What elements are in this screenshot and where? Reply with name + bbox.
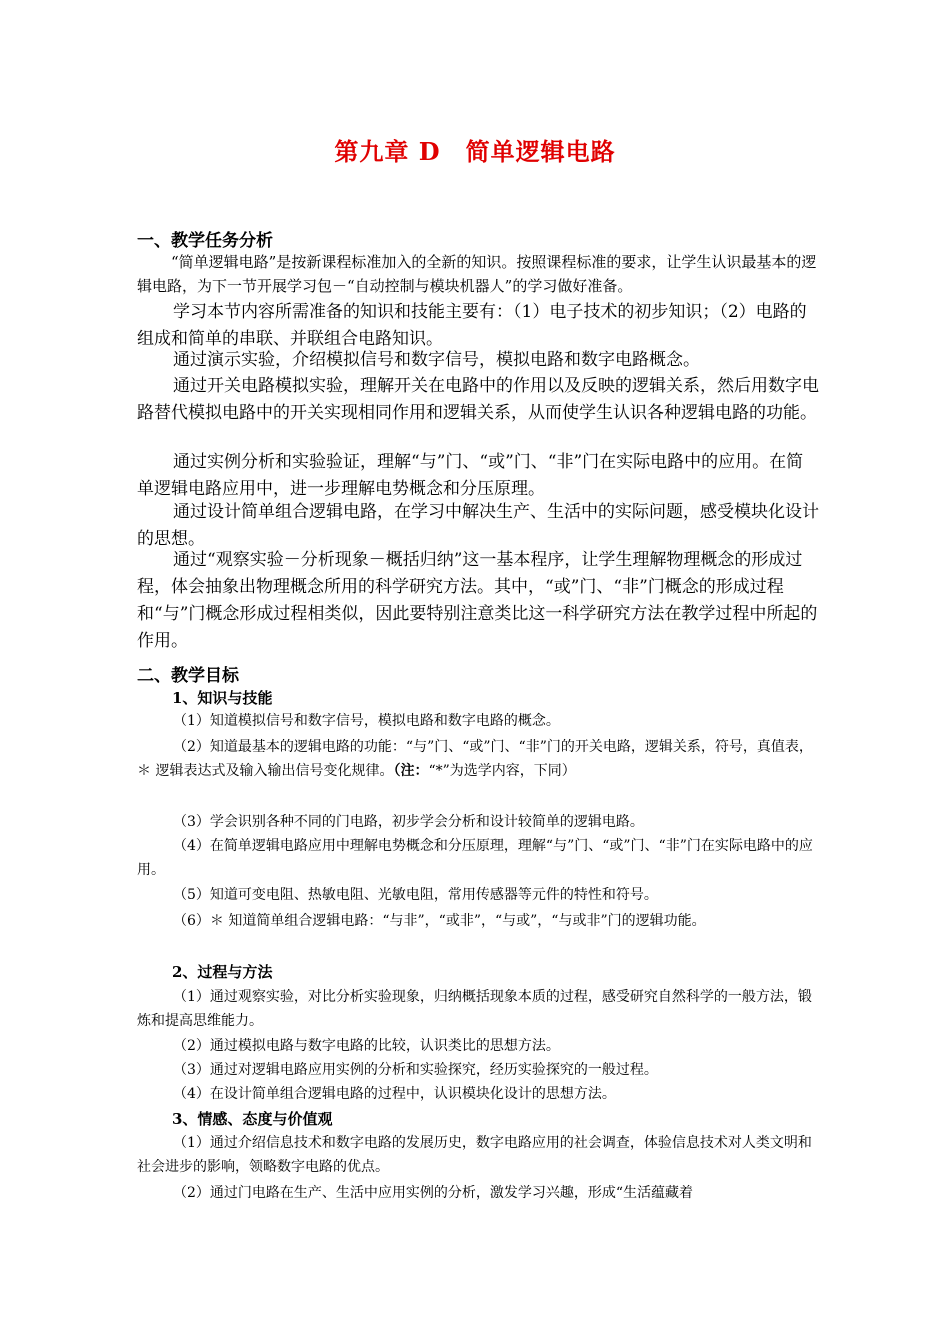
- paragraph: 通过“观察实验－分析现象－概括归纳”这一基本程序，让学生理解物理概念的形成过程，体会抽象出物理概念所用的科学研究方法。其中，“或”门、“非”门概念的形成过程和“与”门概念形成过程相类似，因此要特别注意类比这一科学研究方法在教学过程中所起的作用。: [137, 550, 818, 651]
- list-item-text: （2）知道最基本的逻辑电路的功能：“与”门、“或”门、“非”门的开关电路，逻辑关系，符号，真值表，＊ 逻辑表达式及输入输出信号变化规律。: [137, 739, 813, 779]
- page-title: 第九章 D 简单逻辑电路: [334, 137, 616, 166]
- paragraph: 通过演示实验，介绍模拟信号和数字信号，模拟电路和数字电路概念。: [173, 350, 700, 370]
- paragraph: “简单逻辑电路”是按新课程标准加入的全新的知识。按照课程标准的要求，让学生认识最基本的逻辑电路，为下一节开展学习包－“自动控制与模块机器人”的学习做好准备。: [137, 253, 817, 295]
- list-item: （2）通过模拟电路与数字电路的比较，认识类比的思想方法。: [173, 1038, 560, 1054]
- paragraph: 通过实例分析和实验验证，理解“与”门、“或”门、“非”门在实际电路中的应用。在简单逻辑电路应用中，进一步理解电势概念和分压原理。: [137, 452, 804, 499]
- list-item: （3）学会识别各种不同的门电路，初步学会分析和设计较简单的逻辑电路。: [173, 814, 644, 830]
- note-label: （注：: [393, 763, 429, 779]
- section-heading-task-analysis: 一、教学任务分析: [137, 231, 273, 251]
- list-item: [137, 735, 820, 783]
- list-item: （6）＊ 知道简单组合逻辑电路：“与非”，“或非”，“与或”，“与或非”门的逻辑功能。: [173, 913, 706, 929]
- subsection-heading-knowledge-skills: 1、知识与技能: [172, 689, 273, 707]
- subsection-heading-emotion-values: 3、情感、态度与价值观: [172, 1110, 333, 1128]
- list-item: （3）通过对逻辑电路应用实例的分析和实验探究，经历实验探究的一般过程。: [173, 1062, 658, 1078]
- note-text: “*”为选学内容，下同）: [428, 763, 576, 779]
- paragraph: 通过设计简单组合逻辑电路，在学习中解决生产、生活中的实际问题，感受模块化设计的思想。: [137, 502, 819, 549]
- paragraph: 学习本节内容所需准备的知识和技能主要有：（1）电子技术的初步知识；（2）电路的组成和简单的串联、并联组合电路知识。: [137, 302, 807, 349]
- paragraph: 通过开关电路模拟实验，理解开关在电路中的作用以及反映的逻辑关系，然后用数字电路替代模拟电路中的开关实现相同作用和逻辑关系，从而使学生认识各种逻辑电路的功能。: [137, 376, 819, 423]
- list-item: （4）在设计简单组合逻辑电路的过程中，认识模块化设计的思想方法。: [173, 1086, 616, 1102]
- list-item: （1）通过观察实验，对比分析实验现象，归纳概括现象本质的过程，感受研究自然科学的一般方法，锻炼和提高思维能力。: [137, 989, 812, 1029]
- list-item: （2）通过门电路在生产、生活中应用实例的分析，激发学习兴趣，形成“生活蕴藏着: [173, 1185, 694, 1201]
- list-item: （1）通过介绍信息技术和数字电路的发展历史，数字电路应用的社会调查，体验信息技术对人类文明和社会进步的影响，领略数字电路的优点。: [137, 1135, 812, 1175]
- list-item: （5）知道可变电阻、热敏电阻、光敏电阻，常用传感器等元件的特性和符号。: [173, 887, 658, 903]
- subsection-heading-process-methods: 2、过程与方法: [172, 963, 273, 981]
- list-item: （1）知道模拟信号和数字信号，模拟电路和数字电路的概念。: [173, 713, 560, 729]
- list-item: （4）在简单逻辑电路应用中理解电势概念和分压原理，理解“与”门、“或”门、“非”门在实际电路中的应用。: [137, 838, 813, 878]
- section-heading-teaching-goals: 二、教学目标: [137, 666, 239, 686]
